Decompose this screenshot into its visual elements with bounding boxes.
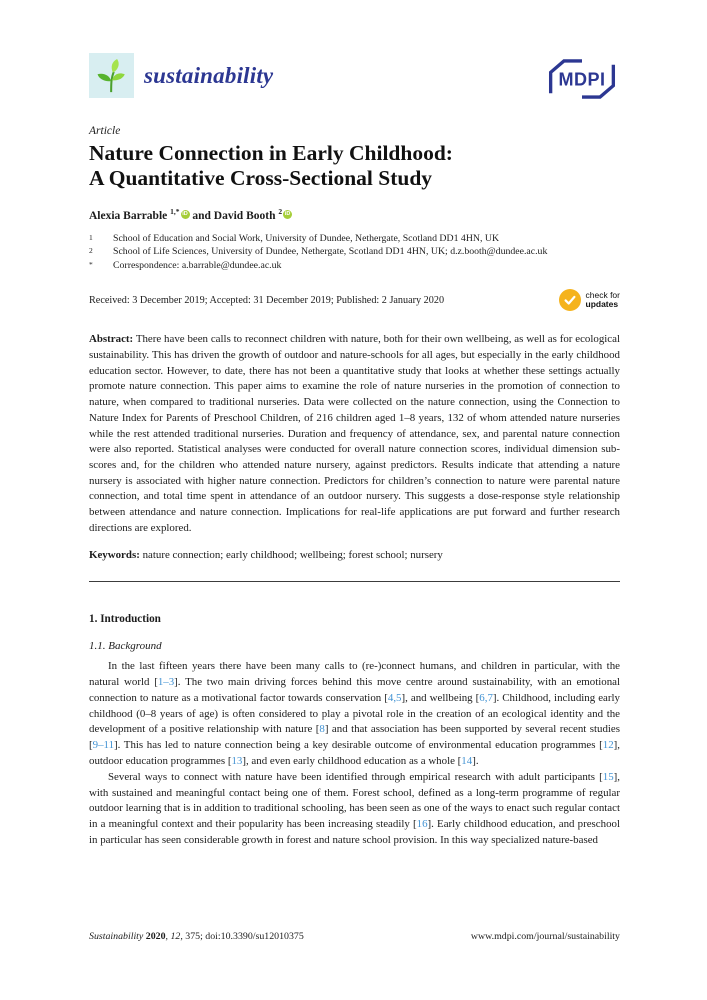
affiliations — [89, 232, 620, 273]
page-footer — [89, 931, 620, 942]
footer-journal-url[interactable]: www.mdpi.com/journal/sustainability — [470, 931, 620, 942]
affiliation-marker: 2 — [89, 246, 93, 256]
section-divider — [89, 581, 620, 582]
title-line-1: Nature Connection in Early Childhood: — [89, 141, 453, 165]
author-connector: and — [192, 209, 211, 222]
abstract-label: Abstract: — [89, 333, 134, 346]
citation-link[interactable]: 6,7 — [479, 691, 493, 704]
affiliation-marker: * — [89, 259, 93, 269]
citation-link[interactable]: 13 — [231, 754, 243, 767]
affiliation-row — [89, 245, 620, 259]
citation-link[interactable]: 1–3 — [157, 675, 175, 688]
author-1-name: Alexia Barrable — [89, 209, 168, 222]
orcid-icon[interactable]: iD — [284, 210, 291, 217]
section-heading-introduction: 1. Introduction — [89, 613, 161, 626]
citation-link[interactable]: 12 — [602, 739, 614, 752]
journal-name: sustainability — [144, 62, 274, 88]
affiliation-text: School of Life Sciences, University of Dundee, Nethergate, Scotland DD1 4HN, UK; d.z.booth@dundee.ac.uk — [113, 246, 548, 258]
intro-paragraph-2: Several ways to connect with nature have been identified through empirical research with adult participants [15], with sustained and meaningful contact being one of them. Forest school, defined as a long-term programme of regular outdoor learning that is in addition to traditional schooling, has been seen as one of the ways to enact such regular contact in a meaningful context and their popularity has been increasing steadily [16]. Early childhood education, and preschool in particular has seen considerable growth in forest and nature school provision. In this way specialized nature-based — [89, 770, 620, 846]
orcid-icon[interactable]: iD — [182, 210, 188, 217]
journal-logo — [89, 53, 273, 98]
dates-row — [89, 289, 620, 311]
author-line — [89, 207, 620, 222]
citation-link[interactable]: 8 — [319, 723, 325, 736]
received-accepted-published: Received: 3 December 2019; Accepted: 31 December 2019; Published: 2 January 2020 — [89, 295, 445, 307]
citation-link[interactable]: 15 — [602, 770, 614, 783]
svg-text:MDPI: MDPI — [558, 69, 606, 90]
affiliation-row — [89, 232, 620, 246]
citation-link[interactable]: 16 — [416, 818, 428, 831]
title-line-2: A Quantitative Cross-Sectional Study — [89, 166, 433, 190]
keywords-label: Keywords: — [89, 549, 140, 562]
keywords-text: nature connection; early childhood; wellbeing; forest school; nursery — [142, 549, 443, 562]
citation-link[interactable]: 14 — [461, 754, 473, 767]
citation-link[interactable]: 9–11 — [92, 739, 115, 752]
affiliation-row — [89, 259, 620, 273]
page-title — [89, 141, 620, 191]
checkmark-icon — [559, 289, 581, 311]
check-for-updates-label: check for updates — [585, 289, 620, 310]
abstract-text: There have been calls to reconnect children with nature, both for their own wellbeing, as well as for ecological sustainability. This has driven the growth of outdoor and nature-schools for all ages, but especially in the early childhood education sector. However, to date, there has not been a quantitative study that looks at whether these settings actually promote nature connection. This paper aims to examine the role of nature nurseries in the promotion of connection to nature, when compared to traditional nurseries. Data were collected on the nature connection, using the Connection to Nature Index for Parents of Preschool Children, of 216 children aged 1–8 years, 132 of whom attended nature nurseries while the rest attended traditional nurseries. Duration and frequency of attendance, sex, and parental nature connection were also reported. Statistical analyses were conducted for overall nature connection scores, individual dimension sub-scores and, for the children who attended nature nursery, against predictors. Results indicate that attending a nature nursery is associated with higher nature connection. Predictors for children’s connection to nature were parental nature connection, and total time spent in attendance of an outdoor nursery. This suggests a dose-response style relationship between attendance and nature connection. Implications for real-life applications are put forward and further research directions are explored. — [89, 333, 621, 534]
masthead — [89, 53, 620, 106]
author-2-name: David Booth — [213, 209, 276, 222]
footer-doi: 375; doi:10.3390/su12010375 — [185, 931, 304, 942]
keywords — [89, 548, 620, 564]
citation-link[interactable]: 4,5 — [387, 691, 402, 704]
footer-citation: Sustainability 2020, 12, 375; doi:10.3390/su12010375 — [89, 931, 304, 942]
intro-paragraph-1: In the last fifteen years there have been many calls to (re-)connect humans, and children in particular, with the natural world [1–3]. The two main driving forces behind this move centre around sustainability, with an emotional connection to nature as a motivational factor towards conservation [4,5], and wellbeing [6,7]. Childhood, including early childhood (0–8 years of age) is often considered to play a pivotal role in the creation of an ecological identity and the development of a positive relationship with nature [8] and that association has been supported by several recent studies [9–11]. This has led to nature connection being a key desirable outcome of environmental education programmes [12], outdoor education programmes [13], and even early childhood education as a whole [14]. — [89, 660, 621, 767]
article-type-label: Article — [89, 125, 121, 137]
sustainability-leaf-icon — [89, 53, 134, 98]
check-for-updates-button[interactable] — [559, 289, 621, 311]
author-1-superscript: 1,* — [170, 207, 180, 216]
affiliation-marker: 1 — [89, 232, 93, 242]
subsection-heading-background: 1.1. Background — [89, 640, 162, 653]
affiliation-text: School of Education and Social Work, University of Dundee, Nethergate, Scotland DD1 4HN, UK — [113, 232, 500, 244]
author-2-superscript: 2 — [278, 207, 283, 216]
abstract — [89, 332, 620, 536]
mdpi-logo-icon — [544, 57, 620, 106]
correspondence-text: Correspondence: a.barrable@dundee.ac.uk — [113, 259, 282, 271]
